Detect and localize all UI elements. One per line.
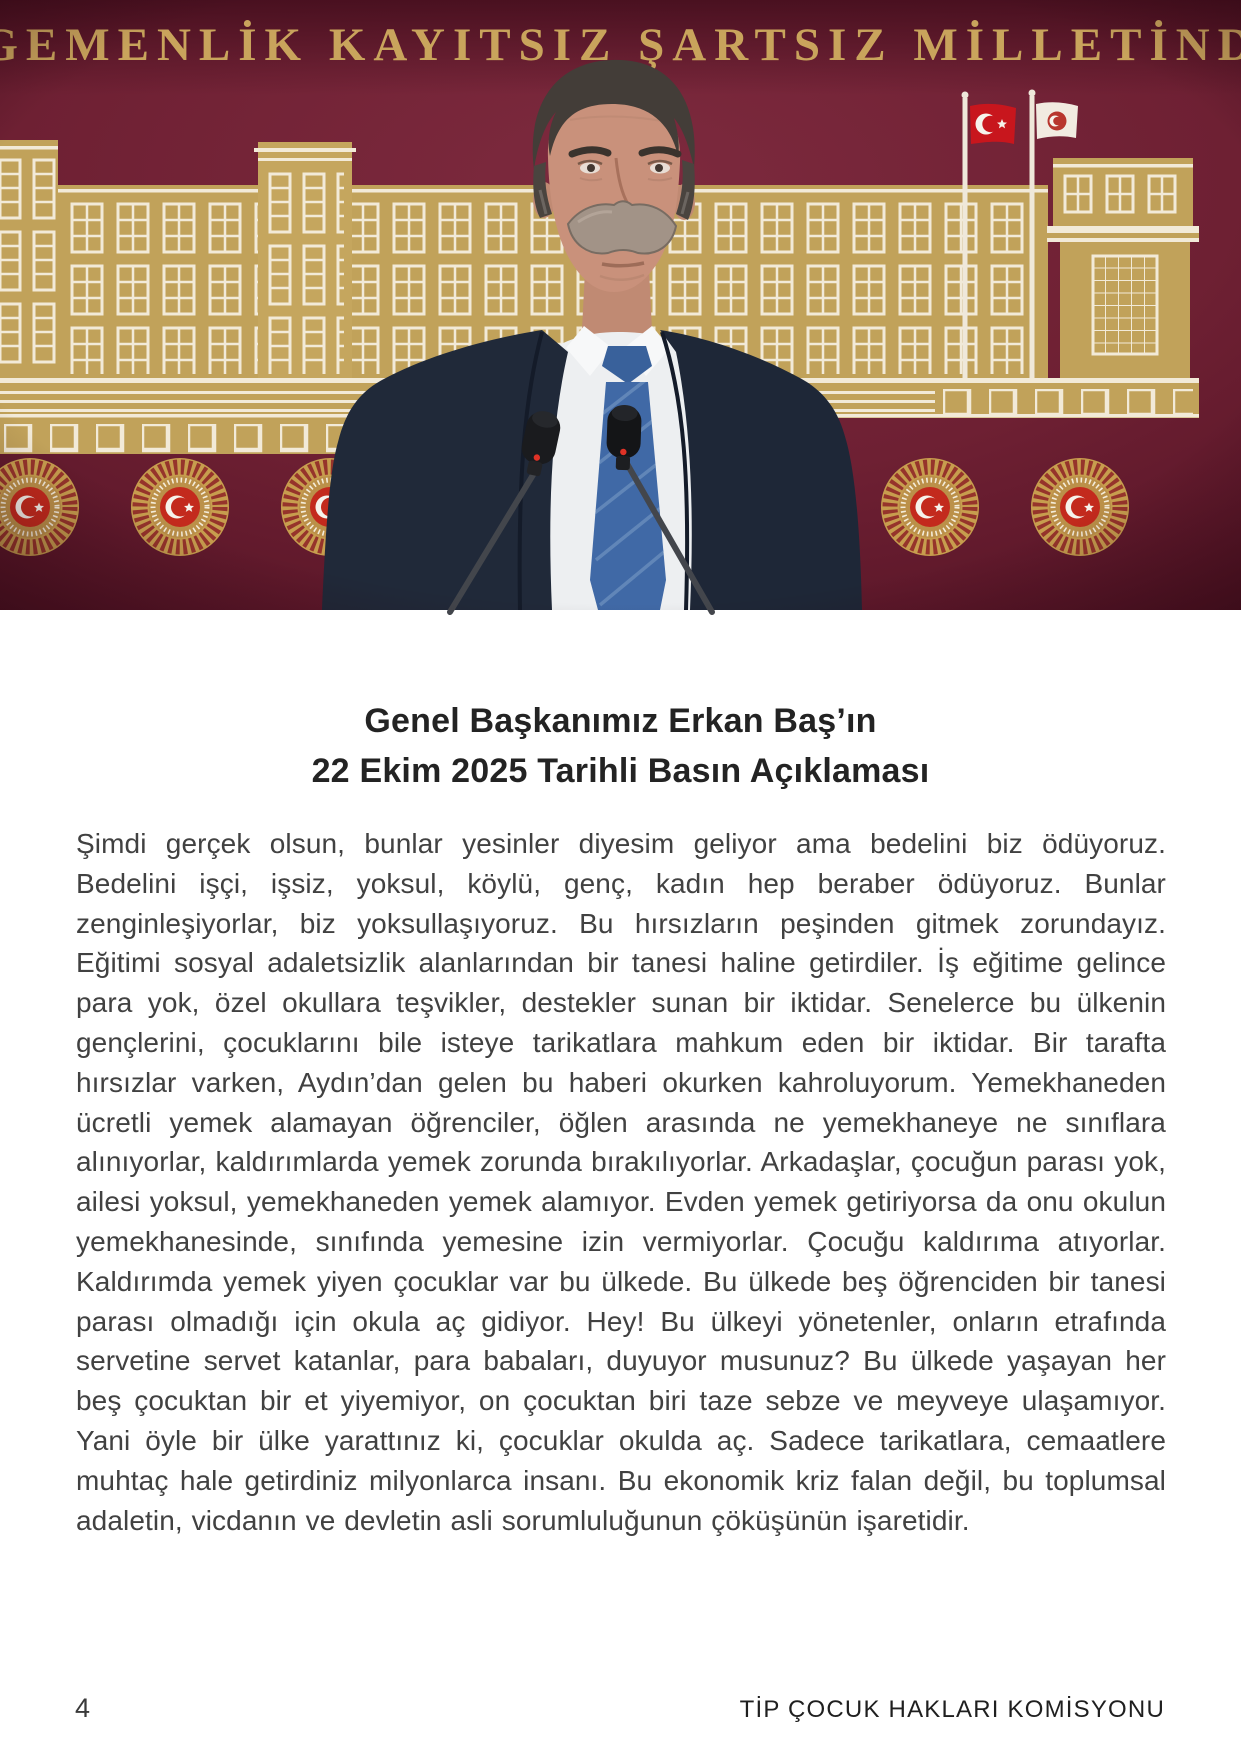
press-photo-illustration [0, 0, 1241, 610]
title-line-1: Genel Başkanımız Erkan Baş’ın [364, 702, 877, 740]
body-paragraph: Şimdi gerçek olsun, bunlar yesinler diyesim geliyor ama bedelini biz ödüyoruz. Bedelini işçi, işsiz, yoksul, köylü, genç, kadın hep beraber ödüyoruz. Bunlar zenginleşiyorlar, biz yoksullaşıyoruz. Bu hırsızların peşinden gitmek zorundayız. Eğitimi sosyal adaletsizlik alanlarından bir tanesi haline getirdiler. İş eğitime gelince para yok, özel okullara teşvikler, destekler sunan bir iktidar. Senelerce bu ülkenin gençlerini, çocuklarını bile isteye tarikatlara mahkum eden bir iktidar. Bir tarafta hırsızlar varken, Aydın’dan gelen bu haberi okurken kahroluyorum. Yemekhaneden ücretli yemek alamayan öğrenciler, öğlen arasında ne yemekhaneye ne sınıflara alınıyorlar, kaldırımlarda yemek zorunda bırakılıyorlar. Arkadaşlar, çocuğun parası yok, ailesi yoksul, yemekhaneden yemek alamıyor. Evden yemek getiriyorsa da onu okulun yemekhanesinde, sınıfında yemesine izin vermiyorlar. Çocuğu kaldırıma atıyorlar. Kaldırımda yemek yiyen çocuklar var bu ülkede. Bu ülkede beş öğrenciden bir tanesi parası olmadığı için okula aç gidiyor. Hey! Bu ülkeyi yönetenler, onların etrafında servetine servet katanlar, para babaları, duyuyor musunuz? Bu ülkede yaşayan her beş çocuktan bir et yiyemiyor, on çocuktan biri taze sebze ve meyveye ulaşamıyor. Yani öyle bir ülke yarattınız ki, çocuklar okulda aç. Sadece tarikatlara, cemaatlere muhtaç hale getirdiniz milyonlarca insanı. Bu ekonomik kriz falan değil, bu toplumsal adaletin, vicdanın ve devletin asli sorumluluğunun çöküşünün işaretidir. [76, 828, 1166, 1536]
page-footer [75, 1693, 1165, 1724]
press-photo [0, 0, 1241, 610]
footer-organization: TİP ÇOCUK HAKLARI KOMİSYONU [739, 1696, 1165, 1723]
title-line-2: 22 Ekim 2025 Tarihli Basın Açıklaması [311, 752, 930, 790]
press-statement-body [76, 824, 1166, 1540]
page-title [75, 696, 1166, 796]
page-number: 4 [75, 1693, 91, 1723]
